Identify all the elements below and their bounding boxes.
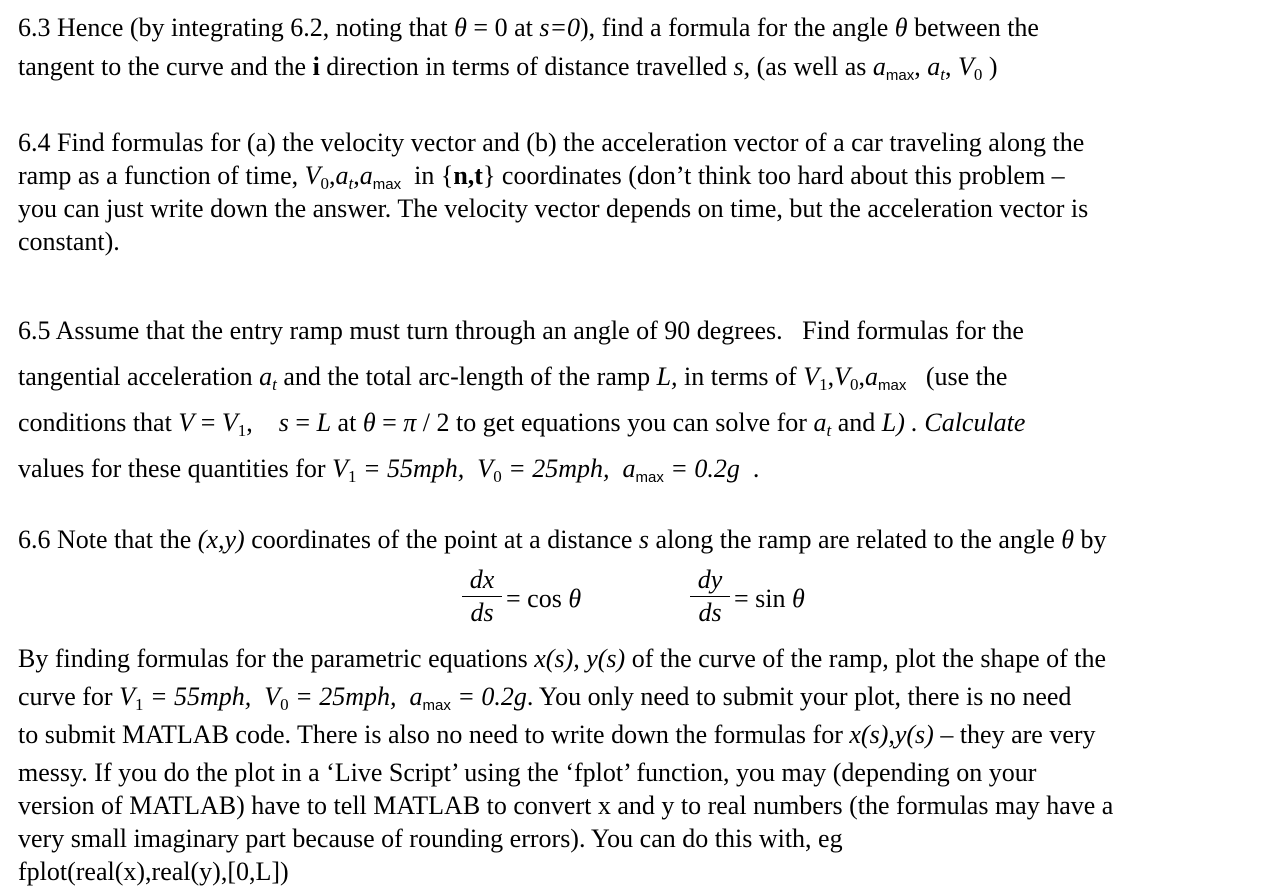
v-symbol: V (957, 52, 974, 81)
text: = 55mph, (362, 454, 465, 483)
text: L, (656, 362, 678, 391)
text: you can just write down the answer. The velocity vector depends on time, but the acceleration vector is (18, 194, 1089, 223)
numerator: dy (697, 565, 723, 594)
subscript: 0 (973, 65, 983, 84)
text: constant). (18, 227, 120, 256)
text: . You only need to submit your plot, there is no need (526, 682, 1072, 711)
theta-symbol: θ (894, 13, 908, 42)
text: direction in terms of distance travelled (326, 52, 727, 81)
numerator: dx (469, 565, 495, 594)
text: . (752, 454, 760, 483)
text: to get equations you can solve for (456, 408, 807, 437)
section-6-6-body: By finding formulas for the parametric equations x(s), y(s) of the curve of the ramp, plot the shape of the curve for $V_1 = 55mph$, $V_0 = 25mph$, $a_{max} = 0.2g$. You only need to submit your plot, there is no need to submit MATLAB code. There is also no need to write down the formulas for x(s),y(s) – they are very (18, 644, 1107, 749)
section-6-5: 6.5 Assume that the entry ramp must turn through an angle of 90 degrees. Find formulas for the tangential acceleration $a_t$ and the total arc-length of the ramp L, in terms of $V_1,V_0,a_{max}$ (use the conditions that $V = V_1$, s = L at θ = π / 2 to get equations you can solve for $a_t$ and L) . Calculate values for these quantities for $V_1 = 55mph$, $V_0 = 25mph$, $a_{max} = 0.2g$ . (18, 316, 1026, 486)
text: in terms of (684, 362, 797, 391)
text: by (1080, 525, 1107, 554)
subscript: t (940, 65, 945, 84)
a-symbol: a (927, 52, 941, 81)
dy-ds-fraction (690, 566, 730, 627)
text: ramp as a function of time, (18, 161, 299, 190)
text: at (514, 13, 533, 42)
denominator: ds (470, 598, 494, 627)
text: (use the (925, 362, 1008, 391)
text: 6.3 Hence (by integrating 6.2, noting that (18, 13, 448, 42)
text: s=0 (539, 13, 581, 42)
text: 6.5 Assume that the entry ramp must turn through an angle of 90 degrees. (18, 316, 783, 345)
text: (as well as (756, 52, 867, 81)
text: coordinates of the point at a distance (251, 525, 633, 554)
differential-equations (0, 566, 1286, 640)
text: x(s), y(s) (534, 644, 626, 673)
theta-symbol: θ (454, 13, 467, 42)
text: tangential acceleration (18, 362, 253, 391)
dx-ds-fraction (462, 566, 502, 627)
text: s (638, 525, 650, 554)
text: s, (733, 52, 751, 81)
text: and (837, 408, 876, 437)
sin-equation: = sin θ (734, 584, 805, 613)
text: } coordinates (don’t think too hard about this problem – (482, 161, 1065, 190)
matlab-code: fplot(real(x),real(y),[0,L]) (18, 857, 289, 886)
text: values for these quantities for (18, 454, 326, 483)
text: messy. If you do the plot in a ‘Live Script’ using the ‘fplot’ function, you may (depending on your (18, 758, 1037, 787)
text: ) (988, 52, 998, 81)
text: conditions that (18, 408, 172, 437)
section-6-4: 6.4 Find formulas for (a) the velocity vector and (b) the acceleration vector of a car traveling along the ramp as a function of time, $V_0,a_t,a_{max}$ in {n,t} coordinates (don’t think too hard about this problem – you can just write down the answer. The velocity vector depends on time, but the acceleration vector is constant). (18, 128, 1089, 256)
text: 6.6 Note that the (18, 525, 192, 554)
text: – they are very (940, 720, 1096, 749)
text: ), find a formula for the angle (580, 13, 889, 42)
nt-coordinates: n,t (453, 161, 483, 190)
text: (x,y) (197, 525, 245, 554)
text: in { (414, 161, 454, 190)
text: and the total arc-length of the ramp (283, 362, 651, 391)
subscript: max (885, 67, 915, 84)
text: tangent to the curve and the (18, 52, 307, 81)
a-symbol: a (872, 52, 886, 81)
text: By finding formulas for the parametric equations (18, 644, 528, 673)
text: version of MATLAB) have to tell MATLAB to convert x and y to real numbers (the formulas may have a (18, 791, 1114, 820)
text: L) . Calculate (881, 408, 1026, 437)
text: along the ramp are related to the angle (655, 525, 1055, 554)
section-6-6-intro: 6.6 Note that the (x,y) coordinates of the point at a distance s along the ramp are related to the angle θ by (18, 525, 1107, 554)
section-6-6-tail (18, 756, 1266, 888)
text: to submit MATLAB code. There is also no need to write down the formulas for (18, 720, 843, 749)
text: = 0 (473, 13, 508, 42)
text: = 25mph, (508, 454, 610, 483)
text: x(s),y(s) (849, 720, 934, 749)
cos-equation: = cos θ (506, 584, 582, 613)
text: Find formulas for the (802, 316, 1024, 345)
text: of the curve of the ramp, plot the shape of the (631, 644, 1107, 673)
section-6-3: 6.3 Hence (by integrating 6.2, noting that θ = 0 at s=0), find a formula for the angle θ between the tangent to the curve and the i direction in terms of distance travelled s, (as well as $a_{max}$, $a_t$, $V_0$ ) (18, 13, 1039, 84)
text: 6.4 Find formulas for (a) the velocity vector and (b) the acceleration vector of a car traveling along the (18, 128, 1085, 157)
denominator: ds (698, 598, 722, 627)
text: curve for (18, 682, 113, 711)
text: very small imaginary part because of rounding errors). You can do this with, eg (18, 824, 843, 853)
text: = 0.2g (670, 454, 740, 483)
text: at (337, 408, 357, 437)
text: between the (914, 13, 1039, 42)
i-vector: i (312, 52, 320, 81)
